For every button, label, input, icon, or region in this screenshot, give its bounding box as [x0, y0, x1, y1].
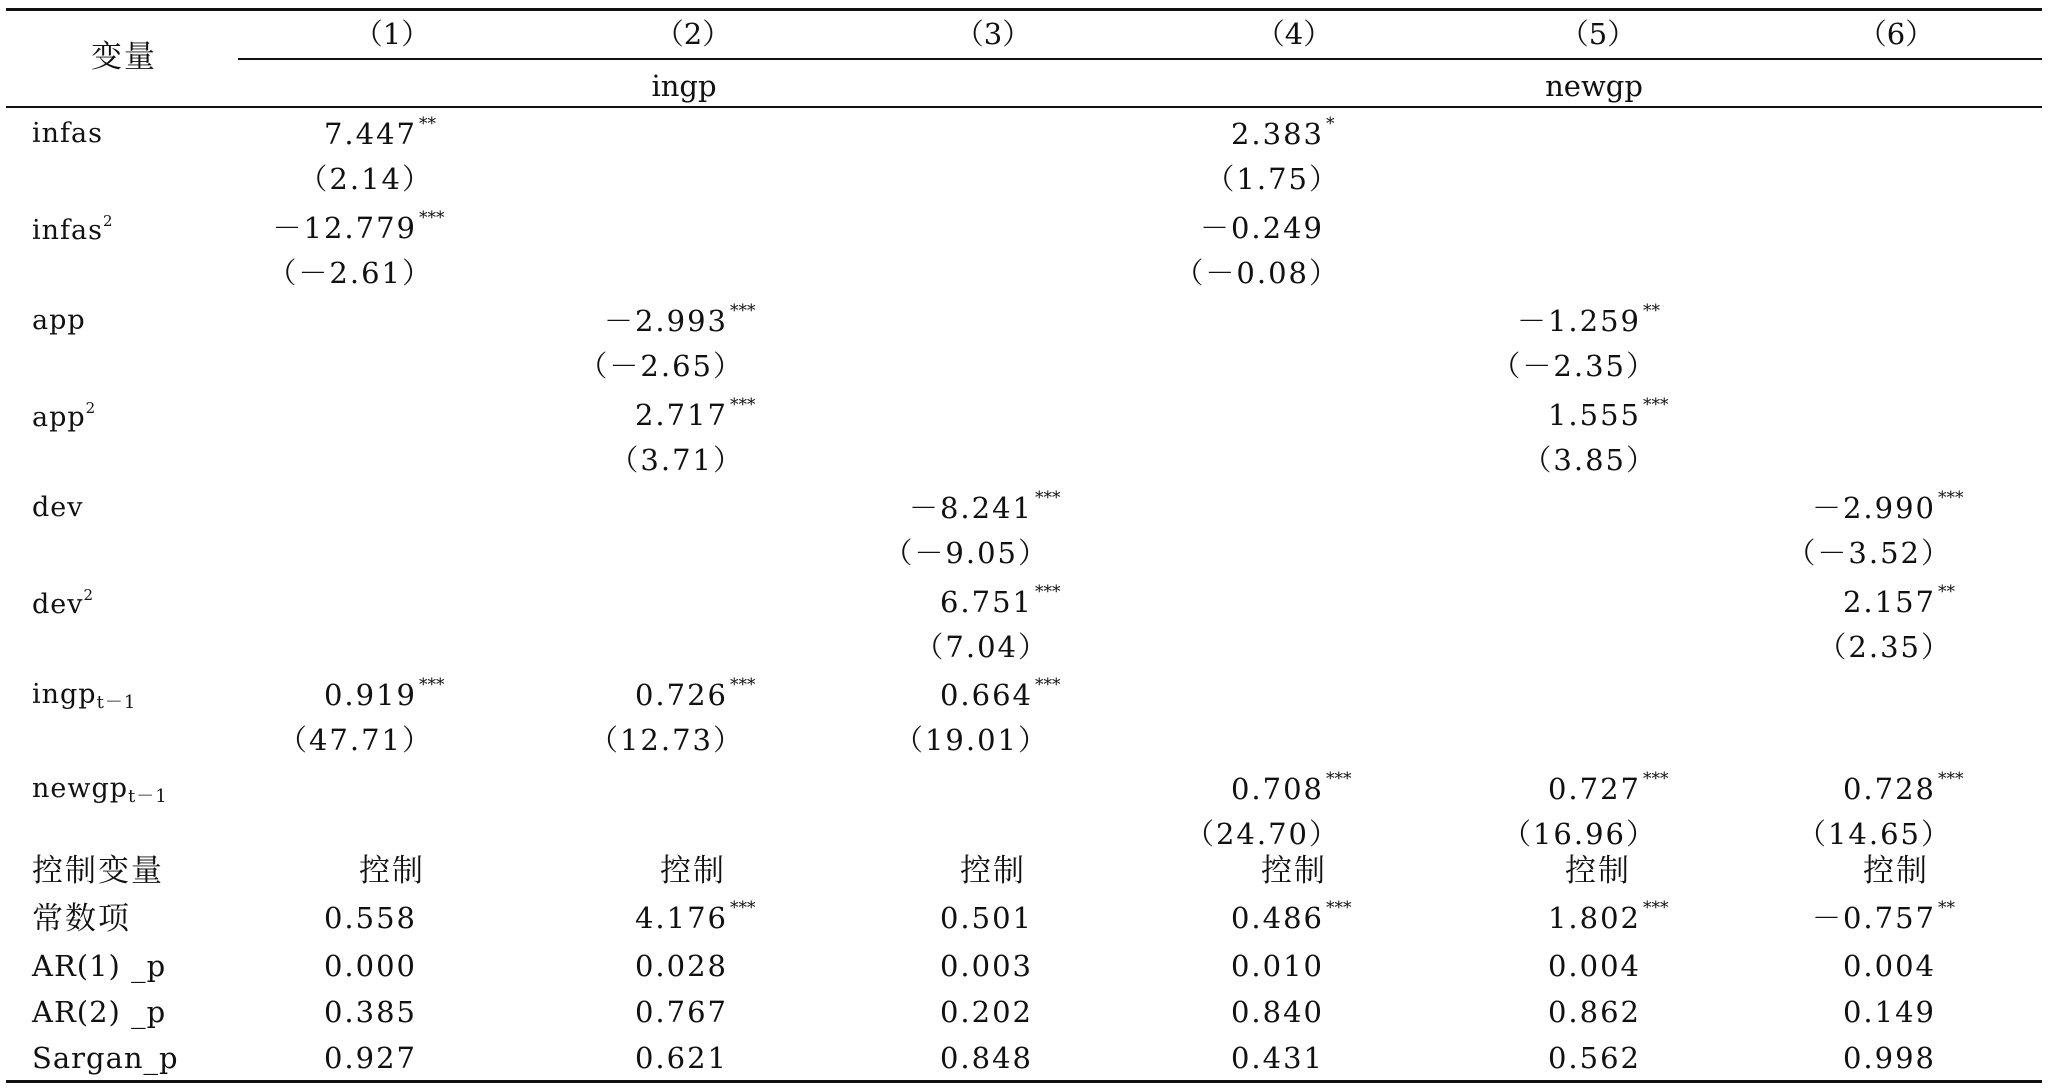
coef-cell [634, 675, 756, 712]
row-label-sup: 2 [85, 399, 97, 417]
coef-cell-value: 2.383 [1230, 117, 1324, 151]
row-label [32, 401, 96, 431]
row-label-var: app [32, 402, 86, 433]
regression-table [6, 0, 2042, 1088]
coef-cell-significance: *** [1938, 488, 1964, 508]
coef-cell [908, 488, 1061, 525]
t-stat-cell: （47.71） [277, 723, 433, 757]
coef-cell-significance: *** [730, 675, 756, 695]
coef-cell-value: 0.728 [1842, 772, 1936, 806]
stat-value: 0.431 [1230, 1041, 1324, 1075]
row-label-var: ingp [32, 679, 97, 710]
stat-value: 0.010 [1230, 949, 1324, 983]
stat-value: 0.862 [1547, 995, 1641, 1029]
coef-cell-value: －0.249 [1199, 211, 1324, 245]
coef-cell-significance: *** [1035, 488, 1061, 508]
coef-cell [939, 582, 1061, 619]
coef-cell-significance: *** [419, 208, 445, 228]
coef-cell-significance: *** [1326, 769, 1352, 789]
constant-value [1811, 898, 1955, 935]
control-label: 控制变量 [32, 853, 164, 889]
row-label-sup: 2 [83, 586, 95, 604]
constant-label: 常数项 [32, 901, 131, 937]
group-label-ingp: ingp [651, 69, 717, 103]
header-bottom-rule [6, 106, 2042, 108]
t-stat-cell: （19.01） [893, 723, 1049, 757]
coef-cell-value: 0.726 [634, 678, 728, 712]
t-stat-cell: （24.70） [1184, 817, 1340, 851]
control-value: 控制 [660, 853, 726, 889]
t-stat-cell: （3.85） [1522, 443, 1657, 477]
control-value: 控制 [359, 853, 425, 889]
coef-cell-significance: ** [1938, 582, 1955, 602]
control-value: 控制 [960, 853, 1026, 889]
row-label-sup: 2 [102, 212, 114, 230]
column-header-4: （4） [1255, 17, 1333, 51]
coef-cell-value: 0.664 [939, 678, 1033, 712]
stat-value: 0.840 [1230, 995, 1324, 1029]
coef-cell [323, 114, 436, 151]
coef-cell-significance: ** [419, 114, 436, 134]
t-stat-cell: （2.35） [1817, 630, 1952, 664]
coef-cell-significance: *** [1643, 395, 1669, 415]
coef-cell-value: 0.727 [1547, 772, 1641, 806]
constant-value [1547, 898, 1669, 935]
stat-value: 0.004 [1547, 949, 1641, 983]
t-stat-cell: （12.73） [588, 723, 744, 757]
constant-value-value: 0.501 [939, 901, 1033, 935]
column-header-5: （5） [1559, 17, 1637, 51]
stat-value: 0.767 [634, 995, 728, 1029]
stat-value: 0.028 [634, 949, 728, 983]
coef-cell [1230, 114, 1335, 151]
control-value: 控制 [1261, 853, 1327, 889]
t-stat-cell: （1.75） [1205, 162, 1340, 196]
row-label-var: infas [32, 118, 103, 149]
stat-label: Sargan_p [32, 1041, 179, 1075]
stat-value: 0.004 [1842, 949, 1936, 983]
stat-value: 0.562 [1547, 1041, 1641, 1075]
constant-value [323, 901, 417, 935]
constant-value [939, 901, 1033, 935]
row-label [32, 120, 103, 147]
corner-label: 变量 [91, 39, 157, 75]
row-label-var: dev [32, 589, 84, 620]
t-stat-cell: （－9.05） [883, 536, 1049, 570]
coef-cell-value: －1.259 [1516, 304, 1641, 338]
constant-value-significance: ** [1938, 898, 1955, 918]
coef-cell-significance: *** [730, 395, 756, 415]
stat-label: AR(2) _p [32, 995, 167, 1029]
constant-value-significance: *** [730, 898, 756, 918]
coef-cell-significance: * [1326, 114, 1335, 134]
coef-cell [1811, 488, 1964, 525]
row-label [32, 588, 94, 618]
constant-value-value: 1.802 [1547, 901, 1641, 935]
coef-cell-significance: *** [419, 675, 445, 695]
row-label-var: dev [32, 492, 84, 523]
column-header-3: （3） [954, 17, 1032, 51]
column-header-1: （1） [353, 17, 431, 51]
constant-value-value: －0.757 [1811, 901, 1936, 935]
coef-cell-value: －12.779 [272, 211, 417, 245]
stat-value: 0.998 [1842, 1041, 1936, 1075]
stat-value: 0.848 [939, 1041, 1033, 1075]
row-label [32, 214, 114, 244]
constant-value-significance: *** [1326, 898, 1352, 918]
coef-cell [323, 675, 445, 712]
coef-cell [1230, 769, 1352, 806]
stat-value: 0.385 [323, 995, 417, 1029]
coef-cell-value: 0.919 [323, 678, 417, 712]
coef-cell-value: 1.555 [1547, 398, 1641, 432]
coef-cell [634, 395, 756, 432]
stat-value: 0.000 [323, 949, 417, 983]
coef-cell [1516, 301, 1660, 338]
t-stat-cell: （14.65） [1796, 817, 1952, 851]
stat-label: AR(1) _p [32, 949, 167, 983]
constant-value [634, 898, 756, 935]
t-stat-cell: （－2.65） [578, 349, 744, 383]
row-label [32, 681, 136, 712]
constant-value-value: 4.176 [634, 901, 728, 935]
control-value: 控制 [1565, 853, 1631, 889]
column-header-2: （2） [654, 17, 732, 51]
coef-cell [1842, 582, 1955, 619]
coef-cell-value: 2.717 [634, 398, 728, 432]
group-label-newgp: newgp [1545, 69, 1643, 103]
coef-cell-significance: *** [1938, 769, 1964, 789]
stat-value: 0.149 [1842, 995, 1936, 1029]
stat-value: 0.003 [939, 949, 1033, 983]
coef-cell-significance: ** [1643, 301, 1660, 321]
coef-cell-value: －2.990 [1811, 491, 1936, 525]
stat-value: 0.621 [634, 1041, 728, 1075]
group-rule-ingp [238, 58, 1238, 60]
t-stat-cell: （－0.08） [1174, 256, 1340, 290]
t-stat-cell: （16.96） [1501, 817, 1657, 851]
stat-value: 0.927 [323, 1041, 417, 1075]
coef-cell [272, 208, 445, 245]
coef-cell [1547, 769, 1669, 806]
stat-value: 0.202 [939, 995, 1033, 1029]
t-stat-cell: （3.71） [609, 443, 744, 477]
coef-cell-value: 2.157 [1842, 585, 1936, 619]
t-stat-cell: （7.04） [914, 630, 1049, 664]
column-header-6: （6） [1857, 17, 1935, 51]
row-label [32, 307, 86, 334]
top-rule [6, 8, 2042, 11]
row-label-var: app [32, 305, 86, 336]
coef-cell-value: 0.708 [1230, 772, 1324, 806]
row-label-sub: t－1 [128, 786, 168, 807]
coef-cell-significance: *** [730, 301, 756, 321]
row-label [32, 775, 168, 806]
row-label [32, 494, 84, 521]
t-stat-cell: （2.14） [298, 162, 433, 196]
coef-cell-significance: *** [1643, 769, 1669, 789]
t-stat-cell: （－2.35） [1491, 349, 1657, 383]
coef-cell-significance: *** [1035, 675, 1061, 695]
row-label-var: newgp [32, 773, 129, 804]
coef-cell-significance: *** [1035, 582, 1061, 602]
bottom-rule [6, 1080, 2042, 1083]
row-label-sub: t－1 [96, 692, 137, 713]
constant-value-value: 0.558 [323, 901, 417, 935]
constant-value [1230, 898, 1352, 935]
row-label-var: infas [32, 215, 103, 246]
coef-cell [1547, 395, 1669, 432]
t-stat-cell: （－3.52） [1786, 536, 1952, 570]
t-stat-cell: （－2.61） [267, 256, 433, 290]
coef-cell-value: 7.447 [323, 117, 417, 151]
coef-cell [939, 675, 1061, 712]
constant-value-value: 0.486 [1230, 901, 1324, 935]
coef-cell-value: －8.241 [908, 491, 1033, 525]
coef-cell [1842, 769, 1964, 806]
control-value: 控制 [1863, 853, 1929, 889]
constant-value-significance: *** [1643, 898, 1669, 918]
coef-cell [1199, 211, 1324, 245]
coef-cell [603, 301, 756, 338]
coef-cell-value: －2.993 [603, 304, 728, 338]
group-rule-newgp [1149, 58, 2042, 60]
coef-cell-value: 6.751 [939, 585, 1033, 619]
